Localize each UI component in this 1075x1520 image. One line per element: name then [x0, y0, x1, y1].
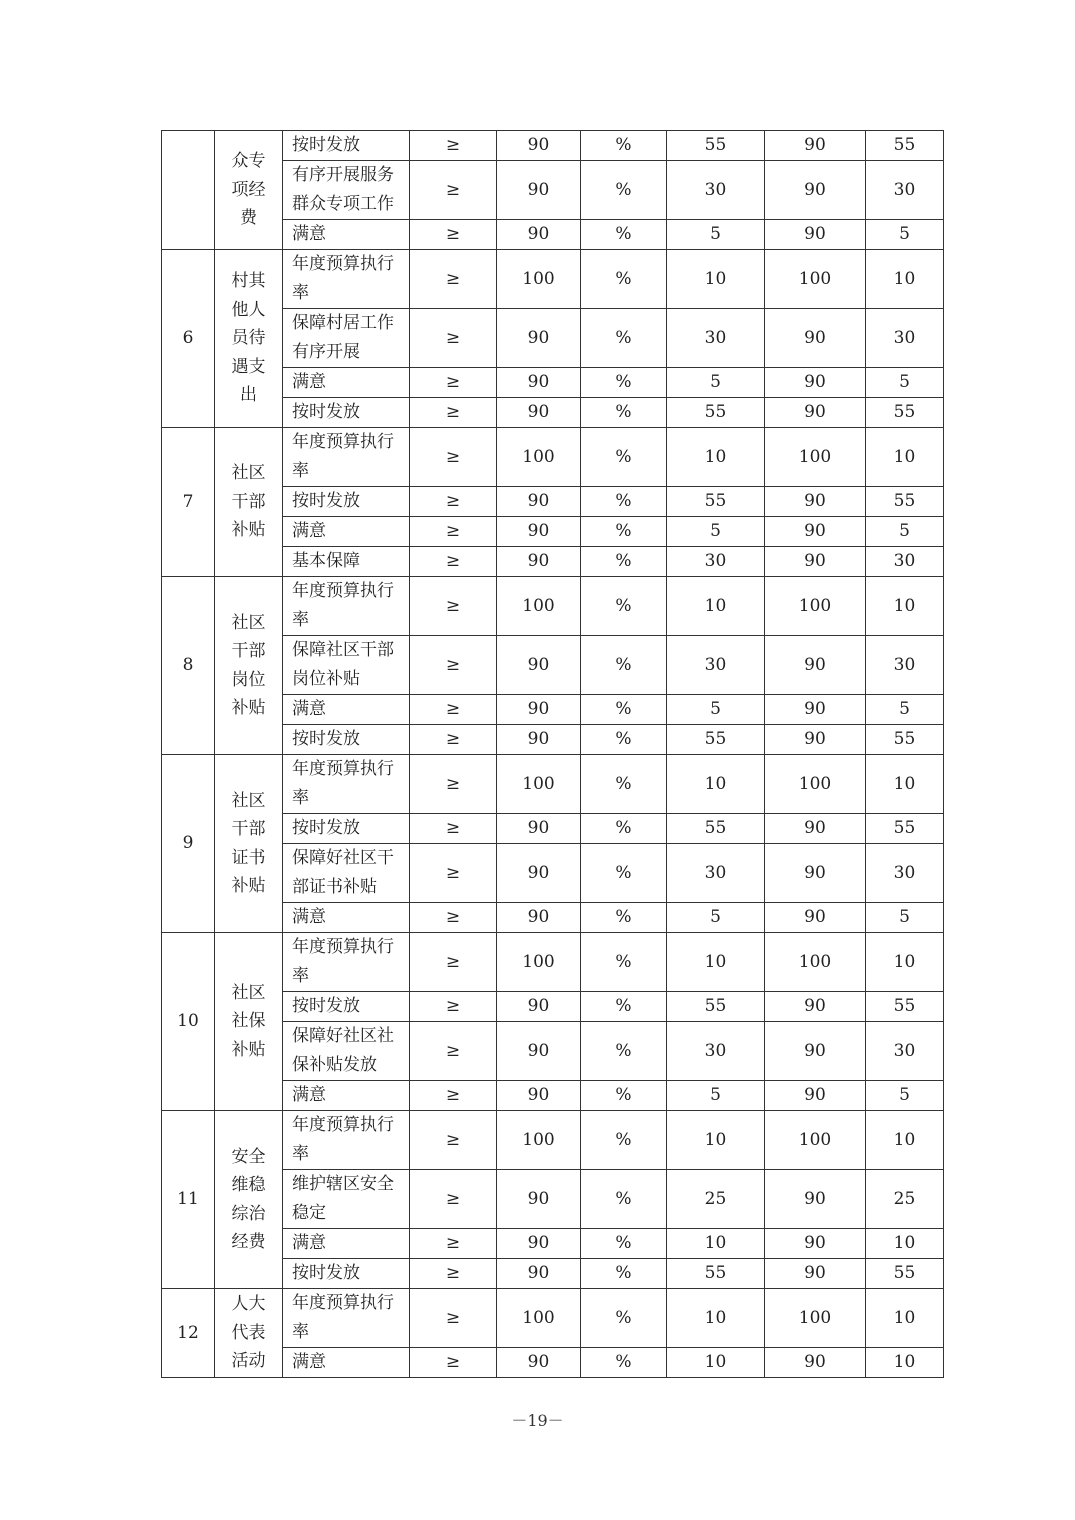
score-cell: 55 [866, 1259, 944, 1289]
score-cell: 5 [866, 903, 944, 933]
target-cell: 100 [497, 1111, 581, 1170]
target-cell: 100 [497, 755, 581, 814]
unit-cell: % [581, 725, 667, 755]
indicator-cell: 满意 [283, 220, 410, 250]
project-name: 社区干部证书补贴 [231, 790, 266, 896]
actual-cell: 90 [765, 725, 866, 755]
score-cell: 5 [866, 517, 944, 547]
indicator-cell: 年度预算执行率 [283, 428, 410, 487]
weight-cell: 30 [667, 161, 765, 220]
project-name-cell [215, 1111, 283, 1289]
actual-cell: 100 [765, 1289, 866, 1348]
unit-cell: % [581, 428, 667, 487]
actual-cell: 90 [765, 695, 866, 725]
table-row [162, 250, 944, 309]
weight-cell: 30 [667, 547, 765, 577]
unit-cell: % [581, 1170, 667, 1229]
op-cell: ≥ [410, 577, 497, 636]
page-number: －19－ [511, 1411, 564, 1430]
indicator-cell: 满意 [283, 1229, 410, 1259]
op-cell: ≥ [410, 992, 497, 1022]
unit-cell: % [581, 1022, 667, 1081]
project-name-cell [215, 131, 283, 250]
unit-cell: % [581, 1229, 667, 1259]
indicator-cell: 满意 [283, 695, 410, 725]
score-cell: 5 [866, 1081, 944, 1111]
actual-cell: 100 [765, 577, 866, 636]
project-name-cell [215, 755, 283, 933]
score-cell: 55 [866, 398, 944, 428]
actual-cell: 100 [765, 755, 866, 814]
indicator-cell: 保障好社区社保补贴发放 [283, 1022, 410, 1081]
indicator-cell: 保障社区干部岗位补贴 [283, 636, 410, 695]
actual-cell: 90 [765, 636, 866, 695]
indicator-cell: 满意 [283, 1348, 410, 1378]
target-cell: 90 [497, 814, 581, 844]
unit-cell: % [581, 1081, 667, 1111]
target-cell: 90 [497, 398, 581, 428]
score-cell: 10 [866, 1289, 944, 1348]
score-cell: 10 [866, 250, 944, 309]
table-body [162, 131, 944, 1378]
target-cell: 90 [497, 1348, 581, 1378]
indicator-cell: 年度预算执行率 [283, 577, 410, 636]
op-cell: ≥ [410, 1259, 497, 1289]
target-cell: 90 [497, 131, 581, 161]
op-cell: ≥ [410, 903, 497, 933]
unit-cell: % [581, 161, 667, 220]
target-cell: 90 [497, 844, 581, 903]
score-cell: 10 [866, 1111, 944, 1170]
unit-cell: % [581, 755, 667, 814]
unit-cell: % [581, 398, 667, 428]
score-cell: 10 [866, 1348, 944, 1378]
score-cell: 10 [866, 428, 944, 487]
score-cell: 30 [866, 1022, 944, 1081]
table-row [162, 577, 944, 636]
group-number-cell: 12 [162, 1289, 215, 1378]
group-number-cell: 10 [162, 933, 215, 1111]
project-name: 村其他人员待遇支出 [231, 271, 266, 406]
weight-cell: 55 [667, 814, 765, 844]
indicator-cell: 年度预算执行率 [283, 933, 410, 992]
score-cell: 55 [866, 725, 944, 755]
score-cell: 55 [866, 814, 944, 844]
table-row [162, 755, 944, 814]
score-cell: 55 [866, 992, 944, 1022]
score-cell: 30 [866, 636, 944, 695]
weight-cell: 55 [667, 131, 765, 161]
project-name: 社区社保补贴 [231, 982, 266, 1060]
indicator-cell: 按时发放 [283, 992, 410, 1022]
op-cell: ≥ [410, 1229, 497, 1259]
group-number-cell [162, 131, 215, 250]
weight-cell: 55 [667, 725, 765, 755]
indicator-cell: 保障村居工作有序开展 [283, 309, 410, 368]
weight-cell: 5 [667, 695, 765, 725]
unit-cell: % [581, 250, 667, 309]
unit-cell: % [581, 1348, 667, 1378]
actual-cell: 90 [765, 487, 866, 517]
actual-cell: 90 [765, 1170, 866, 1229]
target-cell: 90 [497, 487, 581, 517]
unit-cell: % [581, 368, 667, 398]
weight-cell: 30 [667, 636, 765, 695]
unit-cell: % [581, 992, 667, 1022]
weight-cell: 10 [667, 1289, 765, 1348]
group-number-cell: 8 [162, 577, 215, 755]
score-cell: 5 [866, 695, 944, 725]
indicator-cell: 按时发放 [283, 725, 410, 755]
unit-cell: % [581, 220, 667, 250]
group-number-cell: 7 [162, 428, 215, 577]
project-name-cell [215, 933, 283, 1111]
op-cell: ≥ [410, 725, 497, 755]
op-cell: ≥ [410, 755, 497, 814]
indicator-cell: 有序开展服务群众专项工作 [283, 161, 410, 220]
indicator-cell: 年度预算执行率 [283, 250, 410, 309]
weight-cell: 5 [667, 903, 765, 933]
weight-cell: 10 [667, 1229, 765, 1259]
target-cell: 100 [497, 1289, 581, 1348]
target-cell: 100 [497, 250, 581, 309]
unit-cell: % [581, 1259, 667, 1289]
target-cell: 90 [497, 1229, 581, 1259]
unit-cell: % [581, 695, 667, 725]
target-cell: 90 [497, 636, 581, 695]
actual-cell: 90 [765, 1348, 866, 1378]
op-cell: ≥ [410, 636, 497, 695]
target-cell: 90 [497, 992, 581, 1022]
project-name: 安全维稳综治经费 [231, 1146, 266, 1252]
table-row [162, 428, 944, 487]
unit-cell: % [581, 547, 667, 577]
actual-cell: 100 [765, 250, 866, 309]
unit-cell: % [581, 131, 667, 161]
project-name-cell [215, 250, 283, 428]
unit-cell: % [581, 1111, 667, 1170]
indicator-cell: 基本保障 [283, 547, 410, 577]
indicator-cell: 按时发放 [283, 487, 410, 517]
actual-cell: 90 [765, 517, 866, 547]
op-cell: ≥ [410, 309, 497, 368]
op-cell: ≥ [410, 368, 497, 398]
weight-cell: 10 [667, 428, 765, 487]
target-cell: 90 [497, 903, 581, 933]
op-cell: ≥ [410, 131, 497, 161]
project-name: 人大代表活动 [231, 1294, 266, 1372]
weight-cell: 25 [667, 1170, 765, 1229]
actual-cell: 90 [765, 131, 866, 161]
unit-cell: % [581, 933, 667, 992]
target-cell: 90 [497, 368, 581, 398]
group-number-cell: 11 [162, 1111, 215, 1289]
table-row [162, 933, 944, 992]
project-name: 社区干部补贴 [231, 463, 266, 541]
project-name-cell [215, 428, 283, 577]
indicator-cell: 按时发放 [283, 814, 410, 844]
unit-cell: % [581, 903, 667, 933]
score-cell: 55 [866, 487, 944, 517]
unit-cell: % [581, 1289, 667, 1348]
op-cell: ≥ [410, 161, 497, 220]
score-cell: 30 [866, 161, 944, 220]
target-cell: 100 [497, 428, 581, 487]
weight-cell: 10 [667, 1348, 765, 1378]
target-cell: 100 [497, 933, 581, 992]
performance-table [161, 130, 944, 1378]
score-cell: 10 [866, 755, 944, 814]
weight-cell: 10 [667, 933, 765, 992]
project-name-cell [215, 1289, 283, 1378]
op-cell: ≥ [410, 428, 497, 487]
actual-cell: 90 [765, 1229, 866, 1259]
score-cell: 25 [866, 1170, 944, 1229]
target-cell: 90 [497, 1170, 581, 1229]
actual-cell: 90 [765, 398, 866, 428]
op-cell: ≥ [410, 398, 497, 428]
indicator-cell: 按时发放 [283, 131, 410, 161]
actual-cell: 90 [765, 903, 866, 933]
score-cell: 10 [866, 933, 944, 992]
weight-cell: 10 [667, 755, 765, 814]
target-cell: 90 [497, 547, 581, 577]
actual-cell: 90 [765, 1259, 866, 1289]
indicator-cell: 满意 [283, 368, 410, 398]
actual-cell: 100 [765, 428, 866, 487]
unit-cell: % [581, 309, 667, 368]
group-number-cell: 9 [162, 755, 215, 933]
weight-cell: 30 [667, 844, 765, 903]
weight-cell: 5 [667, 517, 765, 547]
target-cell: 90 [497, 725, 581, 755]
actual-cell: 90 [765, 992, 866, 1022]
weight-cell: 55 [667, 992, 765, 1022]
op-cell: ≥ [410, 1170, 497, 1229]
indicator-cell: 按时发放 [283, 1259, 410, 1289]
unit-cell: % [581, 636, 667, 695]
indicator-cell: 满意 [283, 517, 410, 547]
weight-cell: 30 [667, 1022, 765, 1081]
weight-cell: 55 [667, 487, 765, 517]
op-cell: ≥ [410, 547, 497, 577]
actual-cell: 100 [765, 933, 866, 992]
op-cell: ≥ [410, 1022, 497, 1081]
target-cell: 90 [497, 1022, 581, 1081]
target-cell: 90 [497, 1081, 581, 1111]
weight-cell: 10 [667, 577, 765, 636]
unit-cell: % [581, 577, 667, 636]
project-name: 社区干部岗位补贴 [231, 612, 266, 718]
table-row [162, 131, 944, 161]
weight-cell: 55 [667, 1259, 765, 1289]
score-cell: 30 [866, 547, 944, 577]
indicator-cell: 满意 [283, 903, 410, 933]
score-cell: 5 [866, 368, 944, 398]
unit-cell: % [581, 814, 667, 844]
op-cell: ≥ [410, 1348, 497, 1378]
table-row [162, 1289, 944, 1348]
score-cell: 55 [866, 131, 944, 161]
actual-cell: 90 [765, 161, 866, 220]
indicator-cell: 按时发放 [283, 398, 410, 428]
score-cell: 30 [866, 844, 944, 903]
indicator-cell: 年度预算执行率 [283, 1289, 410, 1348]
actual-cell: 90 [765, 844, 866, 903]
actual-cell: 90 [765, 220, 866, 250]
op-cell: ≥ [410, 1289, 497, 1348]
op-cell: ≥ [410, 933, 497, 992]
weight-cell: 55 [667, 398, 765, 428]
op-cell: ≥ [410, 1081, 497, 1111]
score-cell: 10 [866, 1229, 944, 1259]
actual-cell: 90 [765, 1022, 866, 1081]
target-cell: 90 [497, 695, 581, 725]
weight-cell: 5 [667, 368, 765, 398]
target-cell: 90 [497, 309, 581, 368]
op-cell: ≥ [410, 517, 497, 547]
score-cell: 10 [866, 577, 944, 636]
weight-cell: 5 [667, 220, 765, 250]
op-cell: ≥ [410, 220, 497, 250]
table-row [162, 1111, 944, 1170]
actual-cell: 90 [765, 1081, 866, 1111]
target-cell: 90 [497, 220, 581, 250]
target-cell: 90 [497, 517, 581, 547]
unit-cell: % [581, 487, 667, 517]
indicator-cell: 年度预算执行率 [283, 755, 410, 814]
target-cell: 90 [497, 161, 581, 220]
op-cell: ≥ [410, 814, 497, 844]
actual-cell: 90 [765, 814, 866, 844]
weight-cell: 10 [667, 250, 765, 309]
score-cell: 30 [866, 309, 944, 368]
actual-cell: 90 [765, 368, 866, 398]
group-number-cell: 6 [162, 250, 215, 428]
target-cell: 90 [497, 1259, 581, 1289]
actual-cell: 90 [765, 309, 866, 368]
project-name: 众专项经费 [231, 151, 266, 229]
score-cell: 5 [866, 220, 944, 250]
actual-cell: 90 [765, 547, 866, 577]
op-cell: ≥ [410, 844, 497, 903]
indicator-cell: 年度预算执行率 [283, 1111, 410, 1170]
project-name-cell [215, 577, 283, 755]
indicator-cell: 维护辖区安全稳定 [283, 1170, 410, 1229]
op-cell: ≥ [410, 250, 497, 309]
op-cell: ≥ [410, 487, 497, 517]
indicator-cell: 满意 [283, 1081, 410, 1111]
weight-cell: 10 [667, 1111, 765, 1170]
target-cell: 100 [497, 577, 581, 636]
op-cell: ≥ [410, 695, 497, 725]
unit-cell: % [581, 844, 667, 903]
actual-cell: 100 [765, 1111, 866, 1170]
unit-cell: % [581, 517, 667, 547]
weight-cell: 5 [667, 1081, 765, 1111]
weight-cell: 30 [667, 309, 765, 368]
op-cell: ≥ [410, 1111, 497, 1170]
indicator-cell: 保障好社区干部证书补贴 [283, 844, 410, 903]
